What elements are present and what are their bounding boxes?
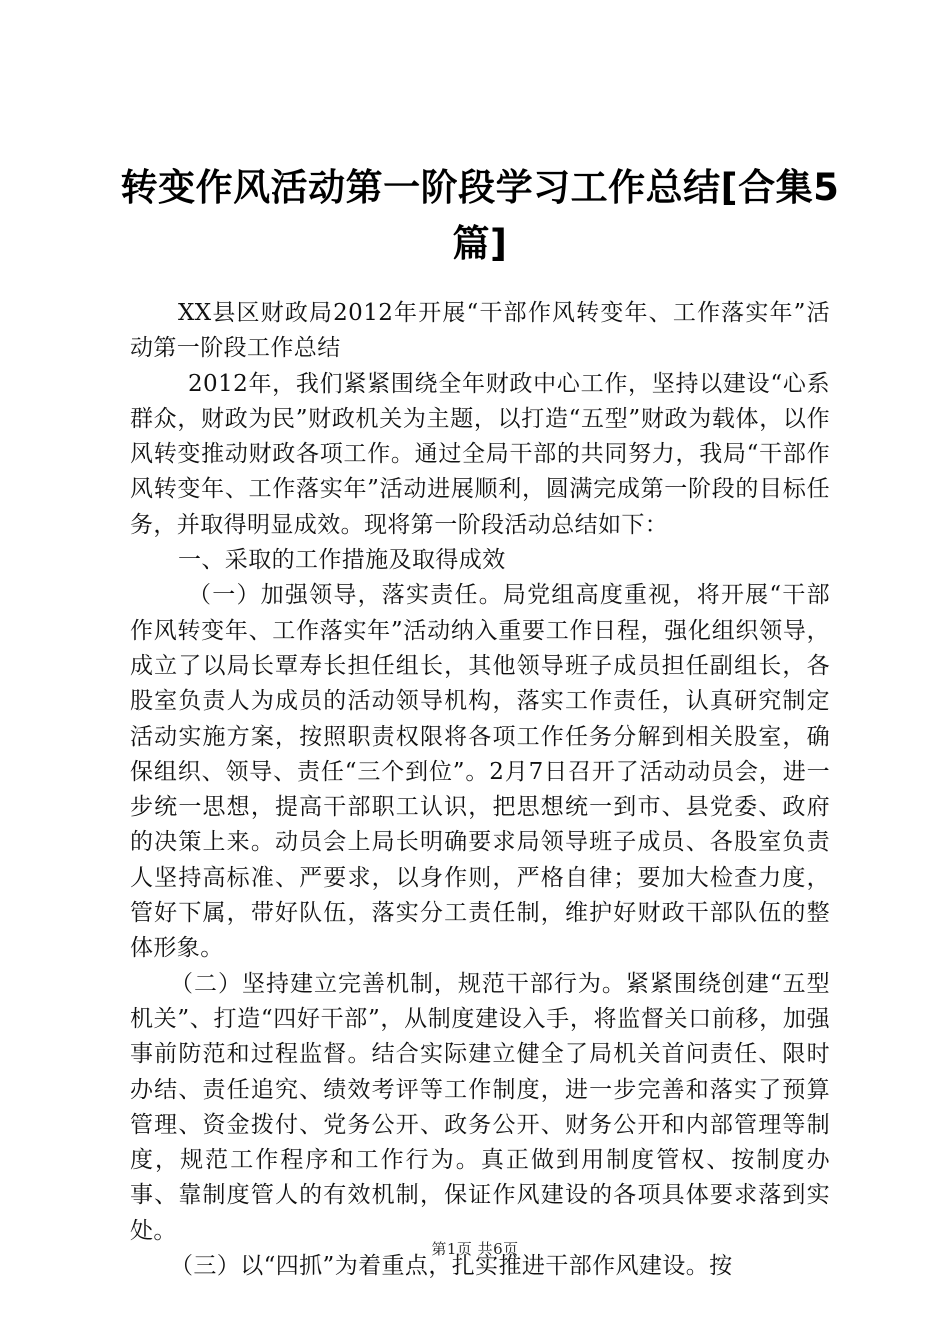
paragraph-mechanism: （二）坚持建立完善机制，规范干部行为。紧紧围绕创建“五型机关”、打造“四好干部”，从制度建设入手，将监督关口前移，加强事前防范和过程监督。结合实际建立健全了局机关首问责任、限时办结、责任追究、绩效考评等工作制度，进一步完善和落实了预算管理、资金拨付、党务公开、政务公开、财务公开和内部管理等制度，规范工作程序和工作行为。真正做到用制度管权、按制度办事、靠制度管人的有效机制，保证作风建设的各项具体要求落到实处。 xyxy=(130,970,830,1244)
document-body xyxy=(130,296,830,1284)
paragraph-heading-intro: XX县区财政局2012年开展“干部作风转变年、工作落实年”活动第一阶段工作总结 xyxy=(130,300,830,362)
section-heading-measures: 一、采取的工作措施及取得成效 xyxy=(178,547,506,574)
paragraph-four-focus: （三）以“四抓”为着重点，扎实推进干部作风建设。按 xyxy=(170,1253,733,1280)
paragraph-overview: 2012年，我们紧紧围绕全年财政中心工作，坚持以建设“心系群众，财政为民”财政机关为主题，以打造“五型”财政为载体，以作风转变推动财政各项工作。通过全局干部的共同努力，我局“干部作风转变年、工作落实年”活动进展顺利，圆满完成第一阶段的目标任务，并取得明显成效。现将第一阶段活动总结如下： xyxy=(130,370,830,538)
page-number-footer: 第1页 共6页 xyxy=(431,1240,519,1258)
document-title: 转变作风活动第一阶段学习工作总结[合集5篇] xyxy=(120,166,840,265)
paragraph-leadership: （一）加强领导，落实责任。局党组高度重视，将开展“干部作风转变年、工作落实年”活动纳入重要工作日程，强化组织领导，成立了以局长覃寿长担任组长，其他领导班子成员担任副组长，各股室负责人为成员的活动领导机构，落实工作责任，认真研究制定活动实施方案，按照职责权限将各项工作任务分解到相关股室，确保组织、领导、责任“三个到位”。2月7日召开了活动动员会，进一步统一思想，提高干部职工认识，把思想统一到市、县党委、政府的决策上来。动员会上局长明确要求局领导班子成员、各股室负责人坚持高标准、严要求，以身作则，严格自律；要加大检查力度，管好下属，带好队伍，落实分工责任制，维护好财政干部队伍的整体形象。 xyxy=(130,582,830,962)
